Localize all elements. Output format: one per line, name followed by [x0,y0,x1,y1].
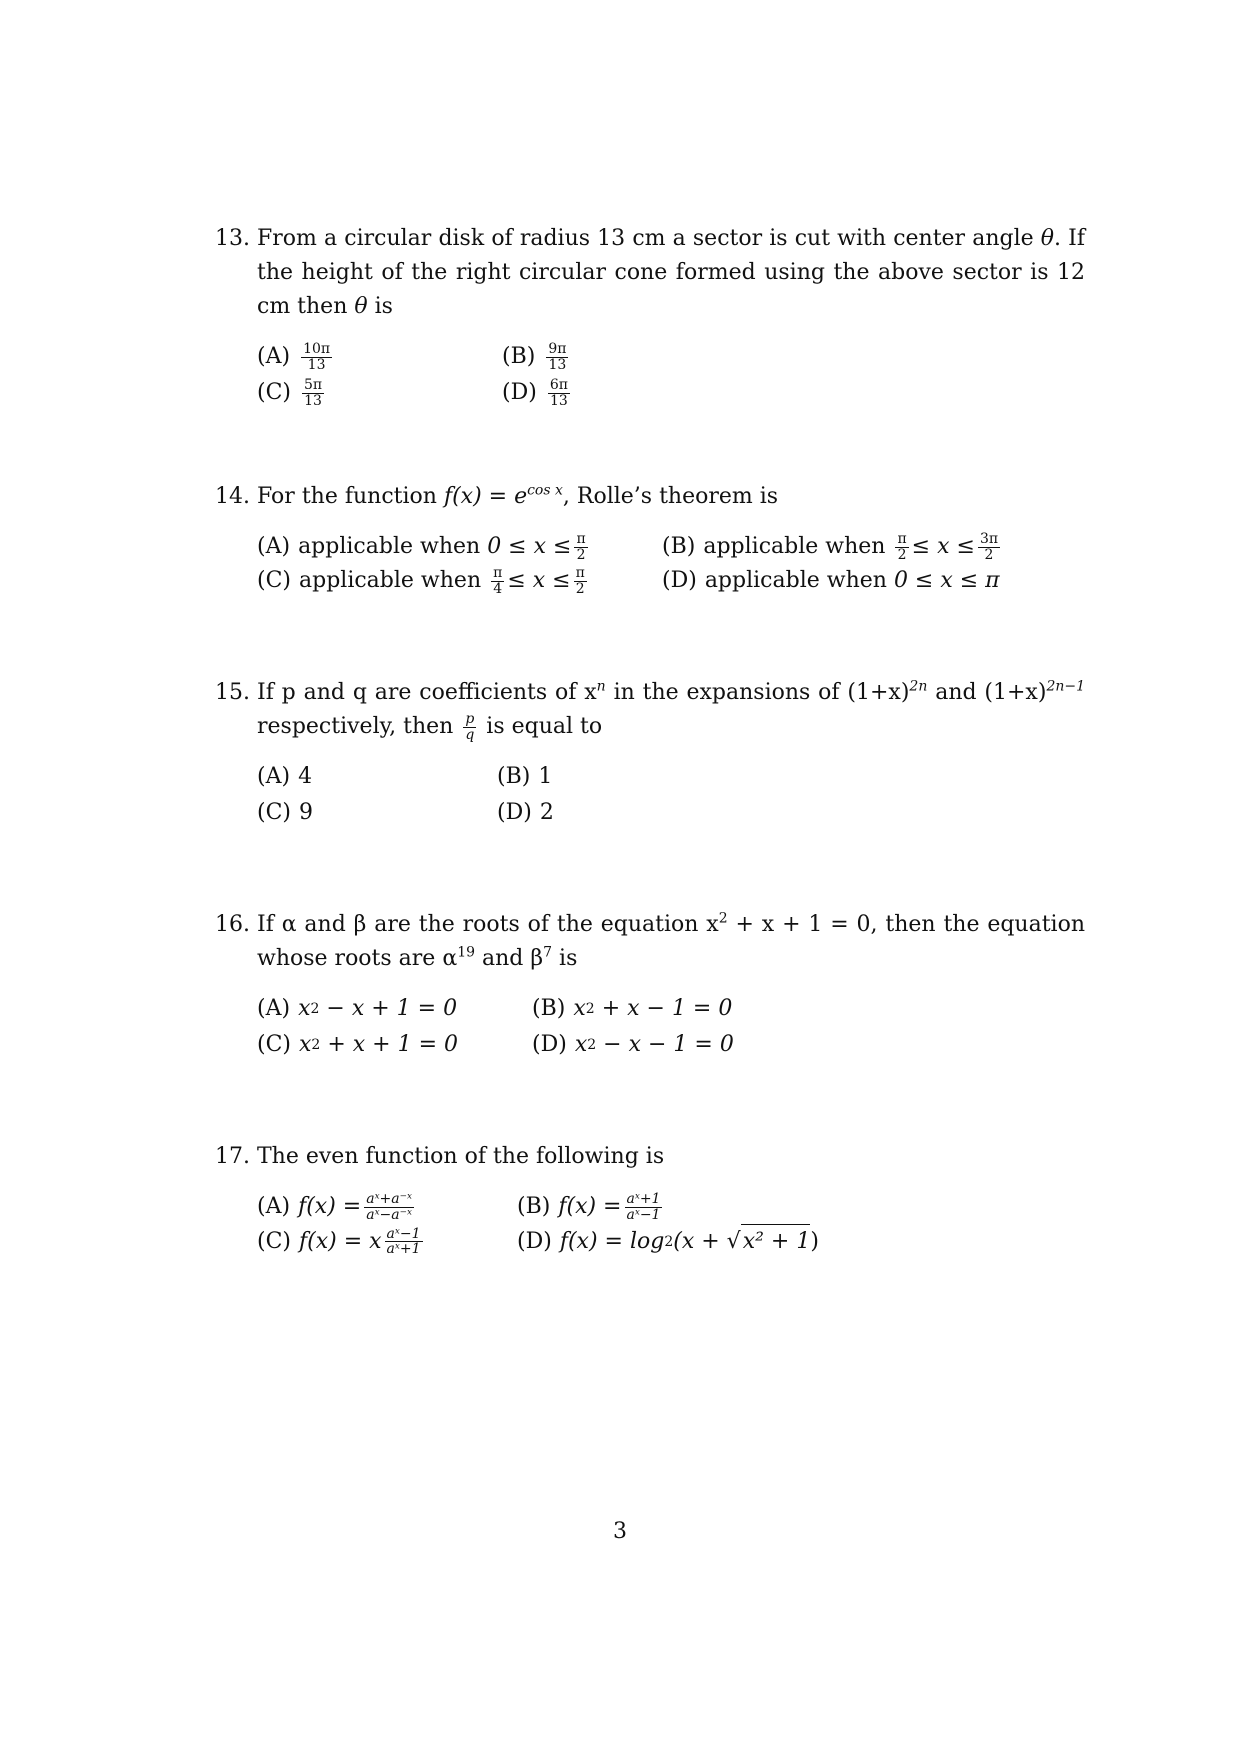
option-a[interactable]: (A) applicable when 0 ≤ x ≤ $\frac{\pi}{2}$ [257,530,586,563]
question-text: If α and β are the roots of the equation $x^2 + x + 1 = 0$, then the equation whose roots are $\alpha^{19}$ and $\beta^7$ is [257,910,1086,972]
options [257,992,1085,1062]
question-17 [215,1140,1085,1259]
option-c[interactable]: (C) f(x) = x $\frac{\text{aˣ−1}}{\text{aˣ+1}}$ [257,1225,421,1258]
option-c[interactable]: (C) 9 [257,800,313,826]
question-number: 13. [215,226,250,251]
option-b[interactable]: (B) 1 [497,764,553,790]
option-c[interactable]: (C) $\frac{5\pi}{13}$ [257,377,323,409]
option-c[interactable]: (C) applicable when $\frac{\pi}{4}$ ≤ x ≤ $\frac{\pi}{2}$ [257,565,585,597]
question-16 [215,908,1085,1062]
question-text: For the function $f(x) = e^{cos x}$, Rolle’s theorem is [257,482,779,509]
options [257,1190,1085,1259]
page-number: 3 [613,1519,627,1544]
question-13 [215,222,1085,410]
question-text: From a circular disk of radius 13 cm a sector is cut with center angle θ. If the height of the right circular cone formed using the above sector is 12 cm then θ is [257,226,1085,320]
option-d[interactable]: (D) $\frac{6\pi}{13}$ [502,377,568,409]
options [257,530,1085,598]
question-text: If p and q are coefficients of $x^n$ in the expansions of $(1+x)^{2n}$ and $(1+x)^{2n-1}$ respectively, then $\frac{p}{q}$ is equal to [257,678,1085,743]
option-c[interactable]: (C) x 2 + x + 1 = 0 [257,1032,459,1058]
option-b[interactable]: (B) f(x) = $\frac{\text{aˣ+1}}{\text{aˣ−1}}$ [517,1190,661,1223]
options [257,760,1085,830]
option-d[interactable]: (D) applicable when 0 ≤ x ≤ π [662,568,1000,594]
question-14 [215,480,1085,598]
question-number: 15. [215,680,250,705]
option-a[interactable]: (A) x 2 − x + 1 = 0 [257,996,458,1022]
option-a[interactable]: (A) f(x) = $\frac{\text{aˣ+a⁻ˣ}}{\text{aˣ−a⁻ˣ}}$ [257,1190,412,1223]
question-15 [215,676,1085,830]
question-number: 14. [215,484,250,509]
question-text: The even function of the following is [257,1144,665,1169]
option-b[interactable]: (B) $\frac{9\pi}{13}$ [502,341,567,373]
question-number: 16. [215,912,250,937]
question-number: 17. [215,1144,250,1169]
option-d[interactable]: (D) 2 [497,800,554,826]
option-d[interactable]: (D) f(x) = log 2 (x + √ x² + 1 ) [517,1224,857,1259]
option-a[interactable]: (A) 4 [257,764,313,790]
option-a[interactable]: (A) $\frac{10\pi}{13}$ [257,341,331,373]
options [257,340,1085,410]
option-d[interactable]: (D) x 2 − x − 1 = 0 [532,1032,734,1058]
option-b[interactable]: (B) x 2 + x − 1 = 0 [532,996,733,1022]
option-b[interactable]: (B) applicable when $\frac{\pi}{2}$ ≤ x ≤ $\frac{3\pi}{2}$ [662,530,999,563]
